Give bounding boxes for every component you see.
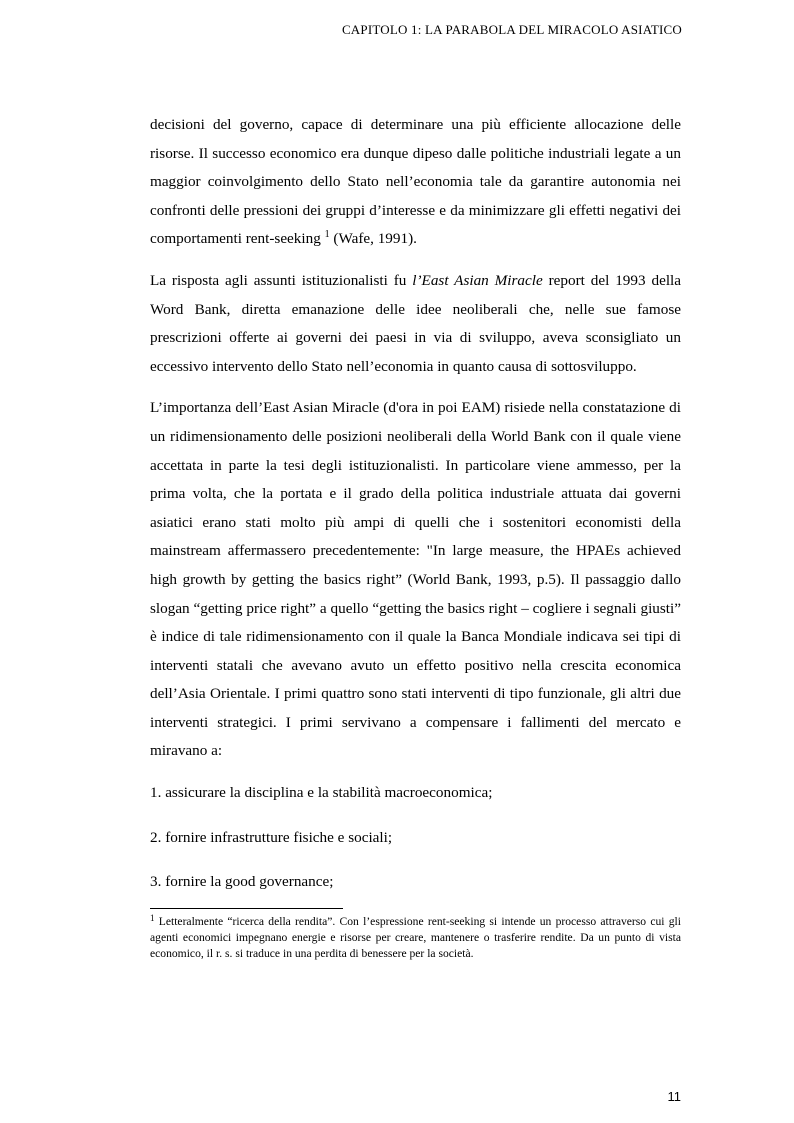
page-number: 11 xyxy=(667,1089,681,1104)
paragraph-2-rest: report del 1993 della Word Bank, diretta emanazione delle idee neoliberali che, nelle sue famose prescrizioni offerte ai governi dei paesi in via di sviluppo, aveva sconsigliato un eccessivo intervento dello Stato nell’economia in quanto causa di sottosviluppo. xyxy=(150,271,681,375)
paragraph-2-lead: La risposta agli assunti istituzionalisti fu xyxy=(150,271,407,289)
footnote-divider xyxy=(150,908,343,909)
list-item: 3. fornire la good governance; xyxy=(150,873,334,891)
paragraph-1 xyxy=(150,111,681,254)
body-text xyxy=(150,111,681,913)
running-header: CAPITOLO 1: LA PARABOLA DEL MIRACOLO ASIATICO xyxy=(341,22,682,37)
list-item: 1. assicurare la disciplina e la stabilità macroeconomica; xyxy=(150,784,493,802)
footnote-text: Letteralmente “ricerca della rendita”. Con l’espressione rent-seeking si intende un processo attraverso cui gli agenti economici impegnano energie e risorse per creare, mantenere o trasferire rendite. Da un punto di vista economico, il r. s. si traduce in una perdita di benessere per la società. xyxy=(150,915,681,960)
list-item: 2. fornire infrastrutture fisiche e sociali; xyxy=(150,828,393,846)
paragraph-3: L’importanza dell’East Asian Miracle (d'ora in poi EAM) risiede nella constatazione di un ridimensionamento delle posizioni neoliberali della World Bank con il quale viene accettata in parte la tesi degli istituzionalisti. In particolare viene ammesso, per la prima volta, che la portata e il grado della politica industriale attuata dai governi asiatici erano stati molto più ampi di quelli che i sostenitori economisti della mainstream affermassero precedentemente: "In large measure, the HPAEs achieved high growth by getting the basics right” (World Bank, 1993, p.5). Il passaggio dallo slogan “getting price right” a quello “getting the basics right – cogliere i segnali giusti” è indice di tale ridimensionamento con il quale la Banca Mondiale indicava sei tipi di interventi statali che avevano avuto un effetto positivo nella crescita economica dell’Asia Orientale. I primi quattro sono stati interventi di tipo funzionale, gli altri due interventi strategici. I primi servivano a compensare i fallimenti del mercato e miravano a: xyxy=(150,399,681,760)
footnote-reference[interactable]: 1 xyxy=(324,229,330,241)
footnote-number: 1 xyxy=(150,913,155,923)
paragraph-1-text: decisioni del governo, capace di determinare una più efficiente allocazione delle risorse. Il successo economico era dunque dipeso dalle politiche industriali legate a un maggior coinvolgimento dello Stato nell’economia tale da garantire autonomia nei confronti delle pressioni dei gruppi d’interesse e da minimizzare gli effetti negativi dei comportamenti rent-seeking xyxy=(150,116,681,248)
report-title: l’East Asian Miracle xyxy=(412,271,543,289)
footnote xyxy=(150,914,681,962)
paragraph-2 xyxy=(150,267,681,381)
citation: (Wafe, 1991). xyxy=(333,230,417,248)
